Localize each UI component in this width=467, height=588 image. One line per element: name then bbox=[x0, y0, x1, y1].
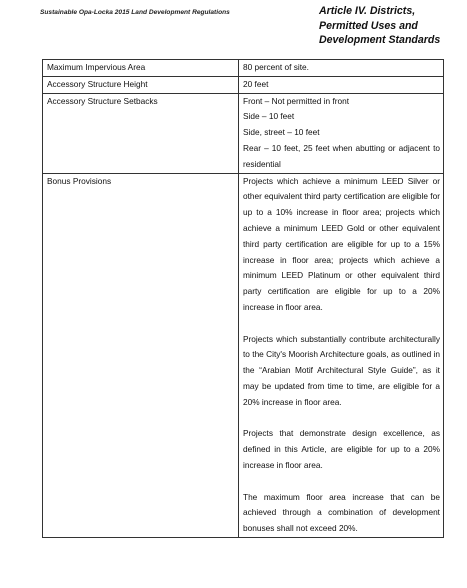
article-title-line: Article IV. Districts, bbox=[319, 5, 416, 17]
row-value bbox=[239, 173, 444, 537]
row-value: 80 percent of site. bbox=[239, 60, 444, 77]
bonus-paragraph: The maximum floor area increase that can be achieved through a combination of development bonuses shall not exceed 20%. bbox=[243, 491, 440, 534]
row-value bbox=[239, 93, 444, 173]
table-row bbox=[43, 173, 444, 537]
row-value: 20 feet bbox=[239, 76, 444, 93]
row-label: Accessory Structure Height bbox=[43, 76, 239, 93]
setback-line: Side – 10 feet bbox=[243, 111, 295, 122]
article-title bbox=[319, 4, 440, 48]
table-row bbox=[43, 93, 444, 173]
bonus-paragraph: Projects which substantially contribute architecturally to the City's Moorish Architecture goals, as outlined in the “Arabian Motif Architectural Style Guide”, as it may be updated from time to time, are eligible for a 20% increase in floor area. bbox=[243, 333, 440, 407]
table-row bbox=[43, 60, 444, 77]
setback-line: Side, street – 10 feet bbox=[243, 127, 320, 138]
row-label: Bonus Provisions bbox=[43, 173, 239, 537]
row-label: Accessory Structure Setbacks bbox=[43, 93, 239, 173]
setback-line: Front – Not permitted in front bbox=[243, 95, 350, 106]
article-title-line: Development Standards bbox=[319, 34, 441, 46]
row-label: Maximum Impervious Area bbox=[43, 60, 239, 77]
article-title-line: Permitted Uses and bbox=[319, 19, 418, 32]
setback-line: Rear – 10 feet, 25 feet when abutting or adjacent to residential bbox=[243, 142, 440, 169]
table-row bbox=[43, 76, 444, 93]
bonus-paragraph: Projects which achieve a minimum LEED Silver or other equivalent third party certification are eligible for up to a 10% increase in floor area; projects which achieve a minimum LEED Gold or other equivalent third party certification are eligible for up to a 15% increase in floor area; projects which achieve a minimum LEED Platinum or other equivalent third party certification are eligible for up to a 20% increase in floor area. bbox=[243, 175, 440, 312]
bonus-paragraph: Projects that demonstrate design excellence, as defined in this Article, are eligible for up to a 20% increase in floor area. bbox=[243, 428, 440, 470]
running-header-left: Sustainable Opa-Locka 2015 Land Development Regulations bbox=[40, 9, 230, 16]
standards-table bbox=[42, 59, 444, 538]
